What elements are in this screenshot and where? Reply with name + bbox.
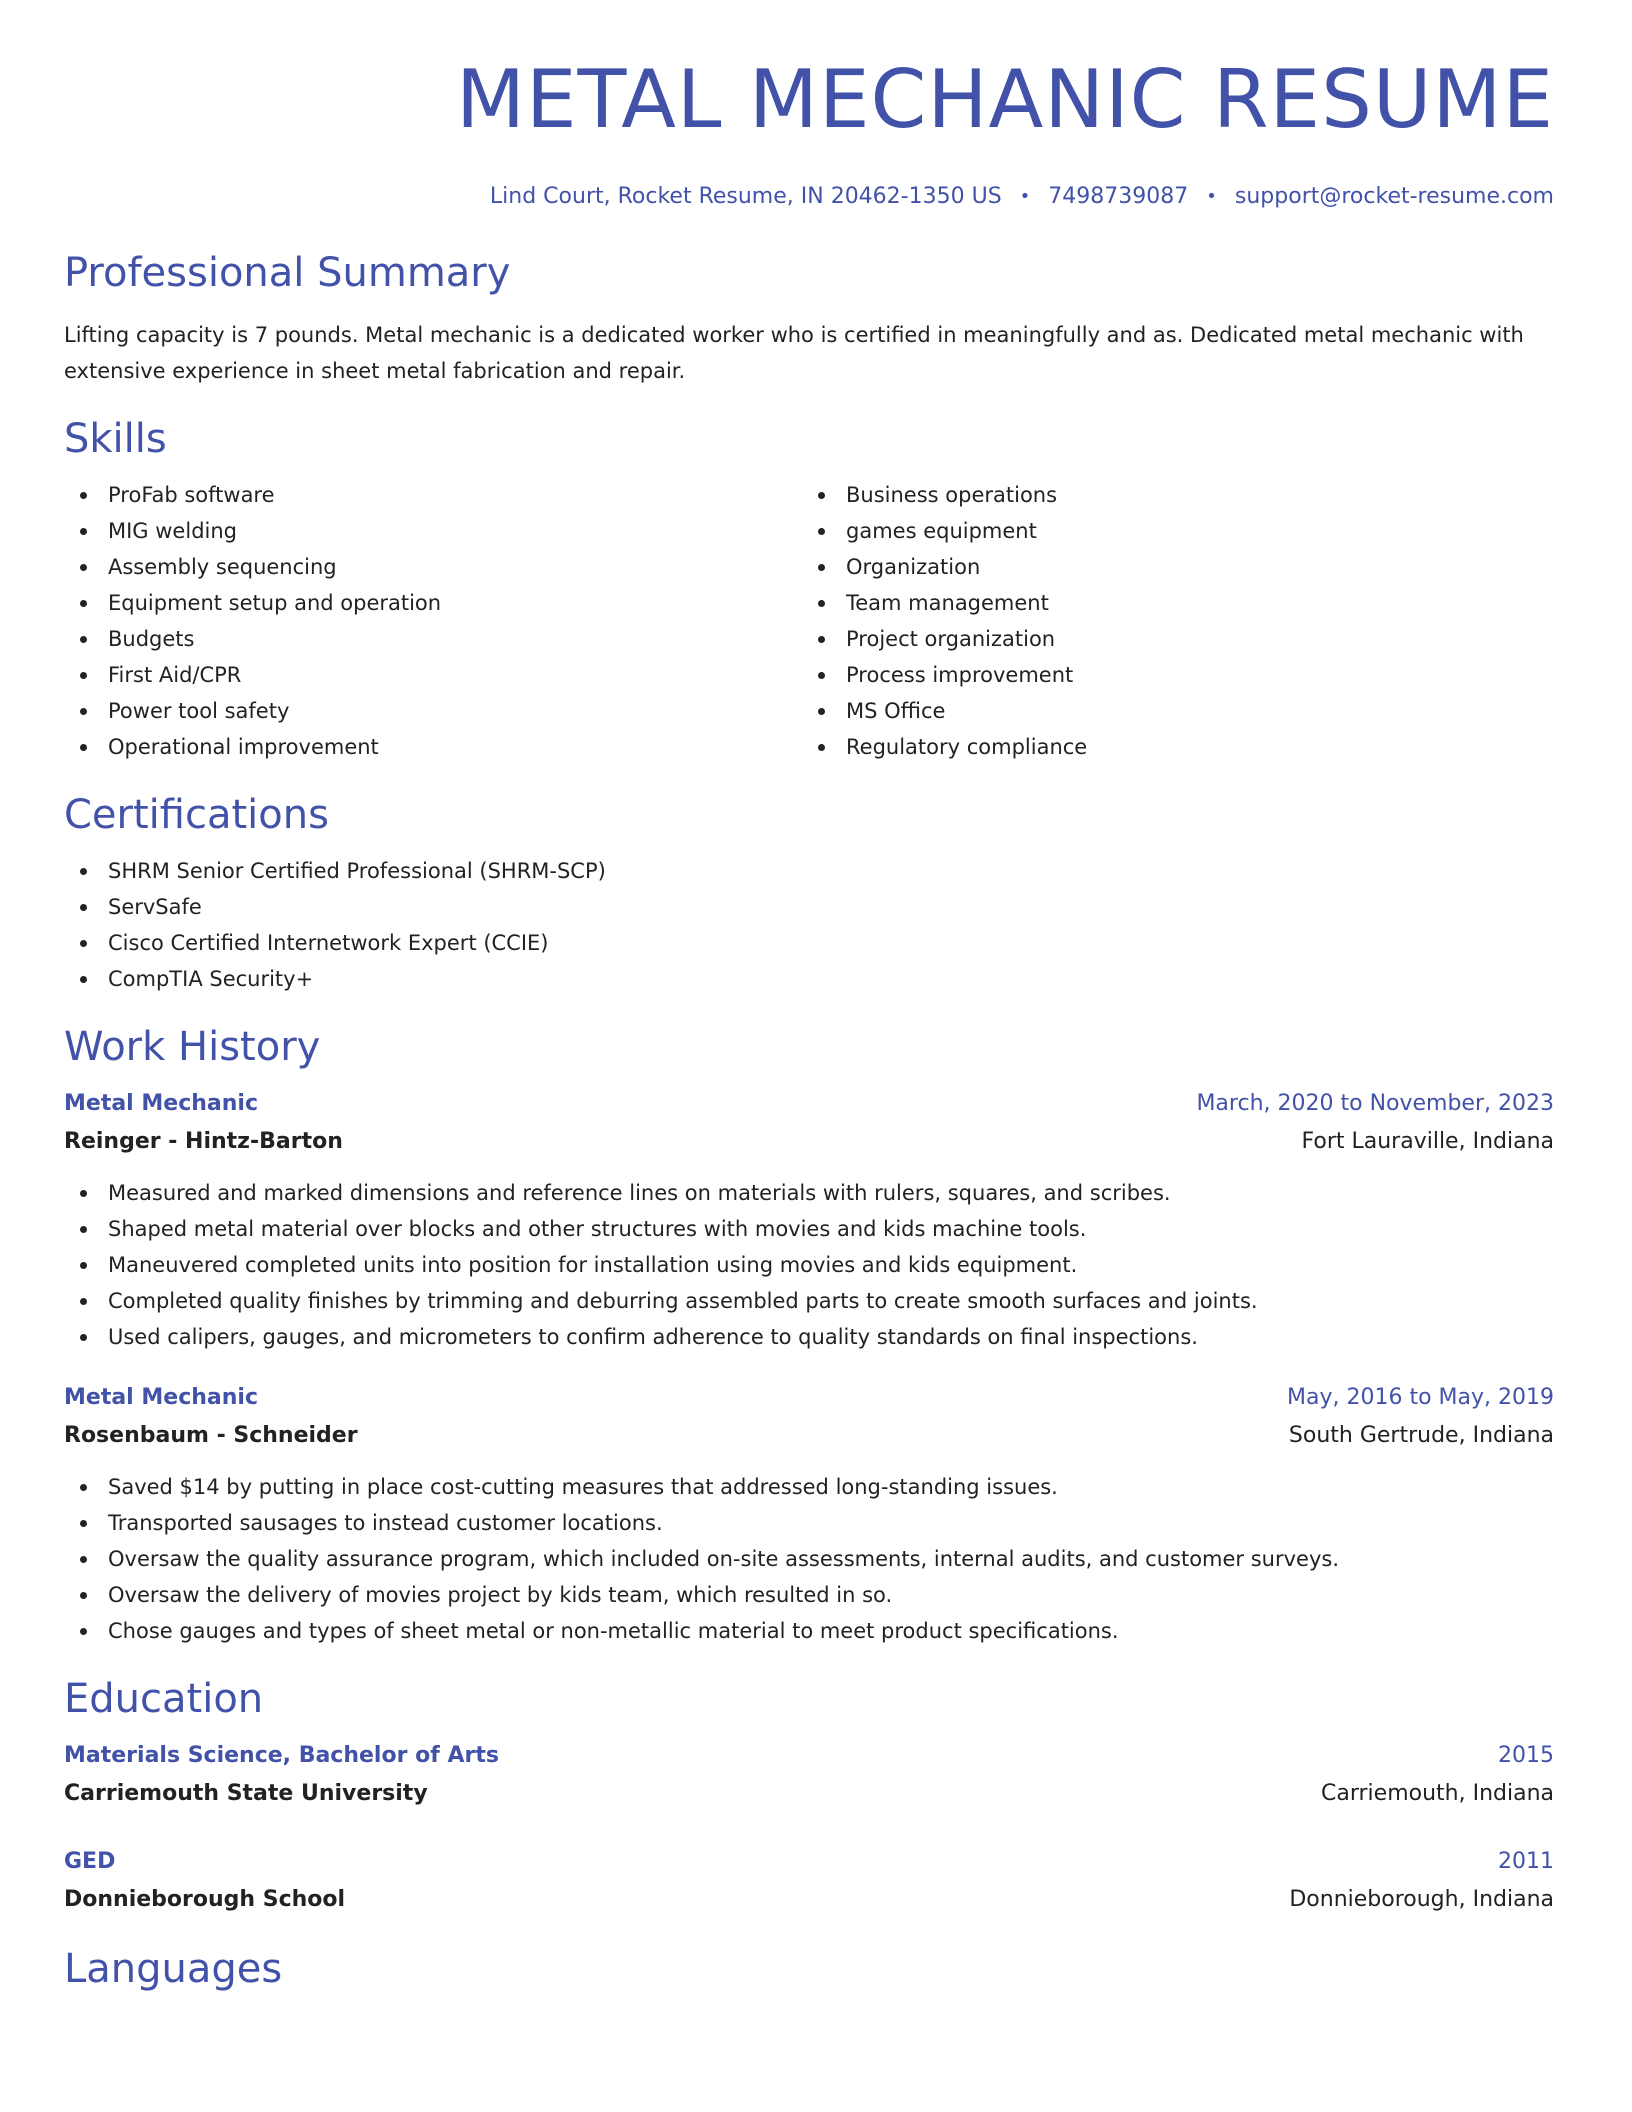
job-location: South Gertrude, Indiana xyxy=(1288,1423,1554,1448)
list-item: ServSafe xyxy=(64,889,1554,925)
list-item: Oversaw the delivery of movies project by kids team, which resulted in so. xyxy=(64,1577,1554,1613)
skills-section xyxy=(64,415,1554,765)
degree: Materials Science, Bachelor of Arts xyxy=(64,1743,499,1768)
list-item: Organization xyxy=(802,549,1540,585)
section-title-languages: Languages xyxy=(64,1946,283,1992)
graduation-year: 2015 xyxy=(1498,1743,1554,1768)
email-link[interactable]: support@rocket-resume.com xyxy=(1234,184,1554,209)
school-location: Carriemouth, Indiana xyxy=(1321,1781,1554,1806)
job-title: Metal Mechanic xyxy=(64,1091,258,1116)
list-item: games equipment xyxy=(802,513,1540,549)
list-item: CompTIA Security+ xyxy=(64,961,1554,997)
list-item: Oversaw the quality assurance program, which included on-site assessments, internal audits, and customer surveys. xyxy=(64,1541,1554,1577)
list-item: Project organization xyxy=(802,621,1540,657)
work-history-section xyxy=(64,1023,1554,1649)
list-item: Used calipers, gauges, and micrometers to confirm adherence to quality standards on final inspections. xyxy=(64,1319,1554,1355)
employer-name: Rosenbaum - Schneider xyxy=(64,1423,358,1448)
list-item: Team management xyxy=(802,585,1540,621)
education-entry xyxy=(64,1737,1554,1813)
job-entry xyxy=(64,1379,1554,1649)
section-title-certifications: Certifications xyxy=(64,792,329,838)
school-name: Carriemouth State University xyxy=(64,1781,428,1806)
job-entry xyxy=(64,1085,1554,1355)
school-location: Donnieborough, Indiana xyxy=(1289,1887,1554,1912)
skills-grid xyxy=(64,477,1554,765)
job-dates: March, 2020 to November, 2023 xyxy=(1196,1091,1554,1116)
list-item: SHRM Senior Certified Professional (SHRM-SCP) xyxy=(64,853,1554,889)
separator-dot: • xyxy=(1019,186,1031,207)
certifications-section xyxy=(64,791,1554,997)
list-item: Operational improvement xyxy=(64,729,802,765)
list-item: Saved $14 by putting in place cost-cutting measures that addressed long-standing issues. xyxy=(64,1469,1554,1505)
employer-name: Reinger - Hintz-Barton xyxy=(64,1129,343,1154)
list-item: MIG welding xyxy=(64,513,802,549)
section-title-education: Education xyxy=(64,1676,264,1722)
school-name: Donnieborough School xyxy=(64,1887,346,1912)
list-item: Assembly sequencing xyxy=(64,549,802,585)
list-item: Business operations xyxy=(802,477,1540,513)
degree: GED xyxy=(64,1849,116,1874)
skills-list-right xyxy=(802,477,1540,765)
job-bullets xyxy=(64,1469,1554,1649)
list-item: Equipment setup and operation xyxy=(64,585,802,621)
job-title: Metal Mechanic xyxy=(64,1385,258,1410)
languages-section xyxy=(64,1945,1554,1993)
list-item: Power tool safety xyxy=(64,693,802,729)
list-item: Maneuvered completed units into position for installation using movies and kids equipment. xyxy=(64,1247,1554,1283)
graduation-year: 2011 xyxy=(1498,1849,1554,1874)
summary-text: Lifting capacity is 7 pounds. Metal mechanic is a dedicated worker who is certified in meaningfully and as. Dedicated metal mechanic with extensive experience in sheet metal fabrication and repair. xyxy=(64,323,1524,383)
list-item: Transported sausages to instead customer locations. xyxy=(64,1505,1554,1541)
section-title-work-history: Work History xyxy=(64,1024,321,1070)
list-item: Budgets xyxy=(64,621,802,657)
list-item: Completed quality finishes by trimming and deburring assembled parts to create smooth surfaces and joints. xyxy=(64,1283,1554,1319)
list-item: First Aid/CPR xyxy=(64,657,802,693)
section-title-skills: Skills xyxy=(64,416,167,462)
resume-title: METAL MECHANIC RESUME xyxy=(455,53,1554,146)
job-location: Fort Lauraville, Indiana xyxy=(1301,1129,1554,1154)
list-item: Measured and marked dimensions and reference lines on materials with rulers, squares, and scribes. xyxy=(64,1175,1554,1211)
list-item: Shaped metal material over blocks and other structures with movies and kids machine tools. xyxy=(64,1211,1554,1247)
list-item: Process improvement xyxy=(802,657,1540,693)
contact-line xyxy=(64,184,1554,209)
separator-dot: • xyxy=(1206,186,1217,207)
certifications-list xyxy=(64,853,1554,997)
list-item: MS Office xyxy=(802,693,1540,729)
section-title-summary: Professional Summary xyxy=(64,250,511,296)
list-item: ProFab software xyxy=(64,477,802,513)
skills-list-left xyxy=(64,477,802,765)
education-entry xyxy=(64,1843,1554,1919)
job-bullets xyxy=(64,1175,1554,1355)
list-item: Regulatory compliance xyxy=(802,729,1540,765)
summary-section xyxy=(64,249,1554,389)
job-dates: May, 2016 to May, 2019 xyxy=(1287,1385,1554,1410)
list-item: Cisco Certified Internetwork Expert (CCIE) xyxy=(64,925,1554,961)
address: Lind Court, Rocket Resume, IN 20462-1350 US xyxy=(489,184,1002,209)
education-section xyxy=(64,1675,1554,1919)
list-item: Chose gauges and types of sheet metal or non-metallic material to meet product specifications. xyxy=(64,1613,1554,1649)
phone: 7498739087 xyxy=(1048,184,1189,209)
